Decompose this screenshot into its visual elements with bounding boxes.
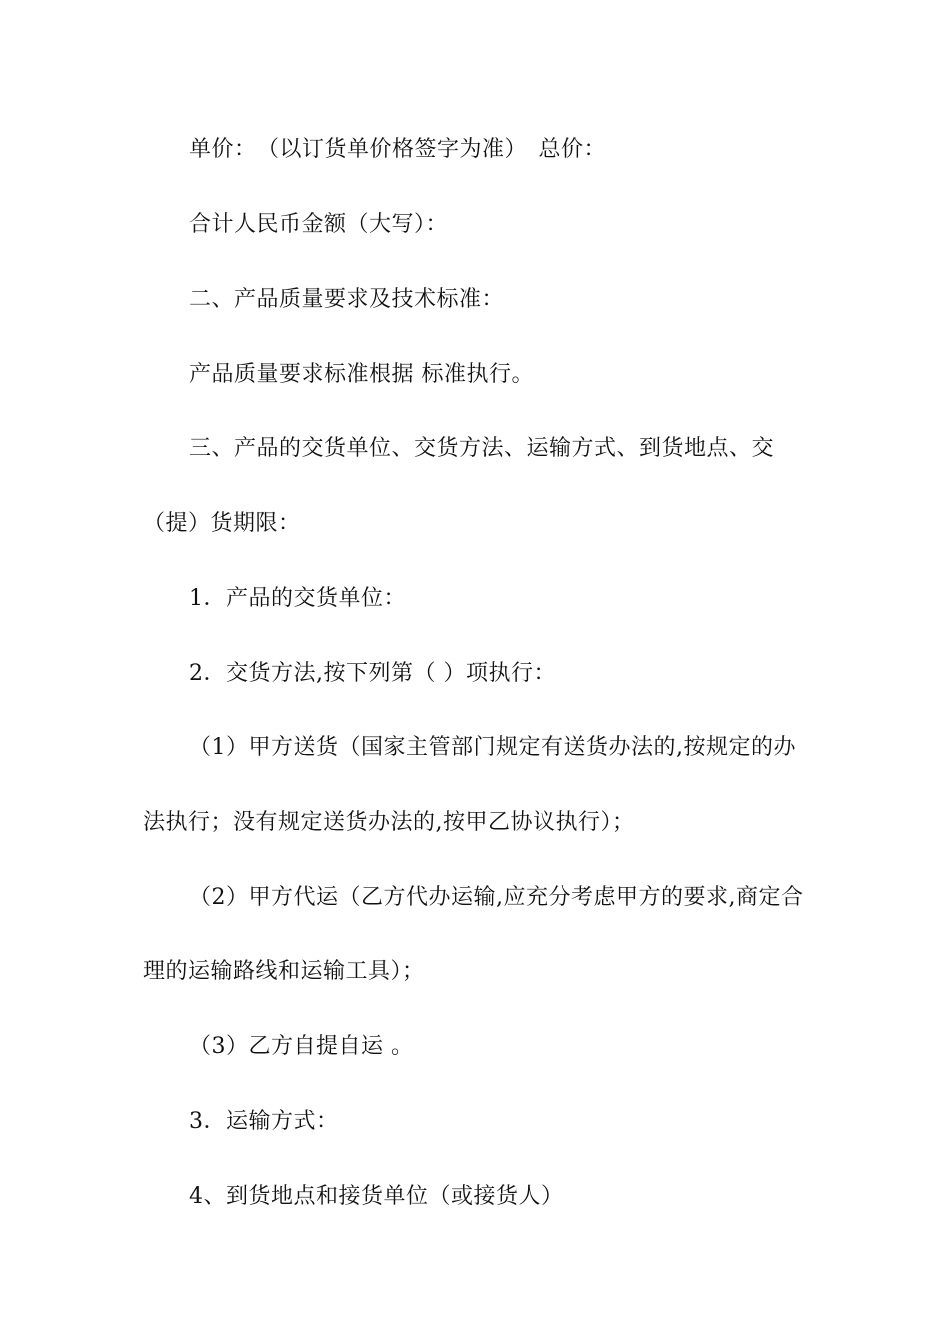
option-2-line-continued: 理的运输路线和运输工具）； <box>143 959 425 984</box>
quality-standard-line: 产品质量要求标准根据 标准执行。 <box>189 362 534 387</box>
total-amount-line: 合计人民币金额（大写）： <box>189 212 449 237</box>
section-3-heading: 三、产品的交货单位、交货方法、运输方式、到货地点、交 <box>189 436 775 461</box>
section-2-heading: 二、产品质量要求及技术标准： <box>189 287 505 312</box>
option-2-line: （2）甲方代运（乙方代办运输,应充分考虑甲方的要求,商定合 <box>189 885 804 910</box>
section-3-heading-continued: （提）货期限： <box>143 511 301 536</box>
option-3-line: （3）乙方自提自运 。 <box>189 1034 414 1059</box>
unit-price-line: 单价： （以订货单价格签字为准） 总价： <box>189 137 607 162</box>
transport-method-item: 3．运输方式： <box>189 1109 339 1134</box>
delivery-unit-item: 1．产品的交货单位： <box>189 586 406 611</box>
option-1-line-continued: 法执行；没有规定送货办法的,按甲乙协议执行）； <box>143 810 635 835</box>
delivery-location-item: 4、到货地点和接货单位（或接货人） <box>189 1184 564 1209</box>
option-1-line: （1）甲方送货（国家主管部门规定有送货办法的,按规定的办 <box>189 735 796 760</box>
delivery-method-item: 2．交货方法,按下列第（ ）项执行： <box>189 661 556 686</box>
